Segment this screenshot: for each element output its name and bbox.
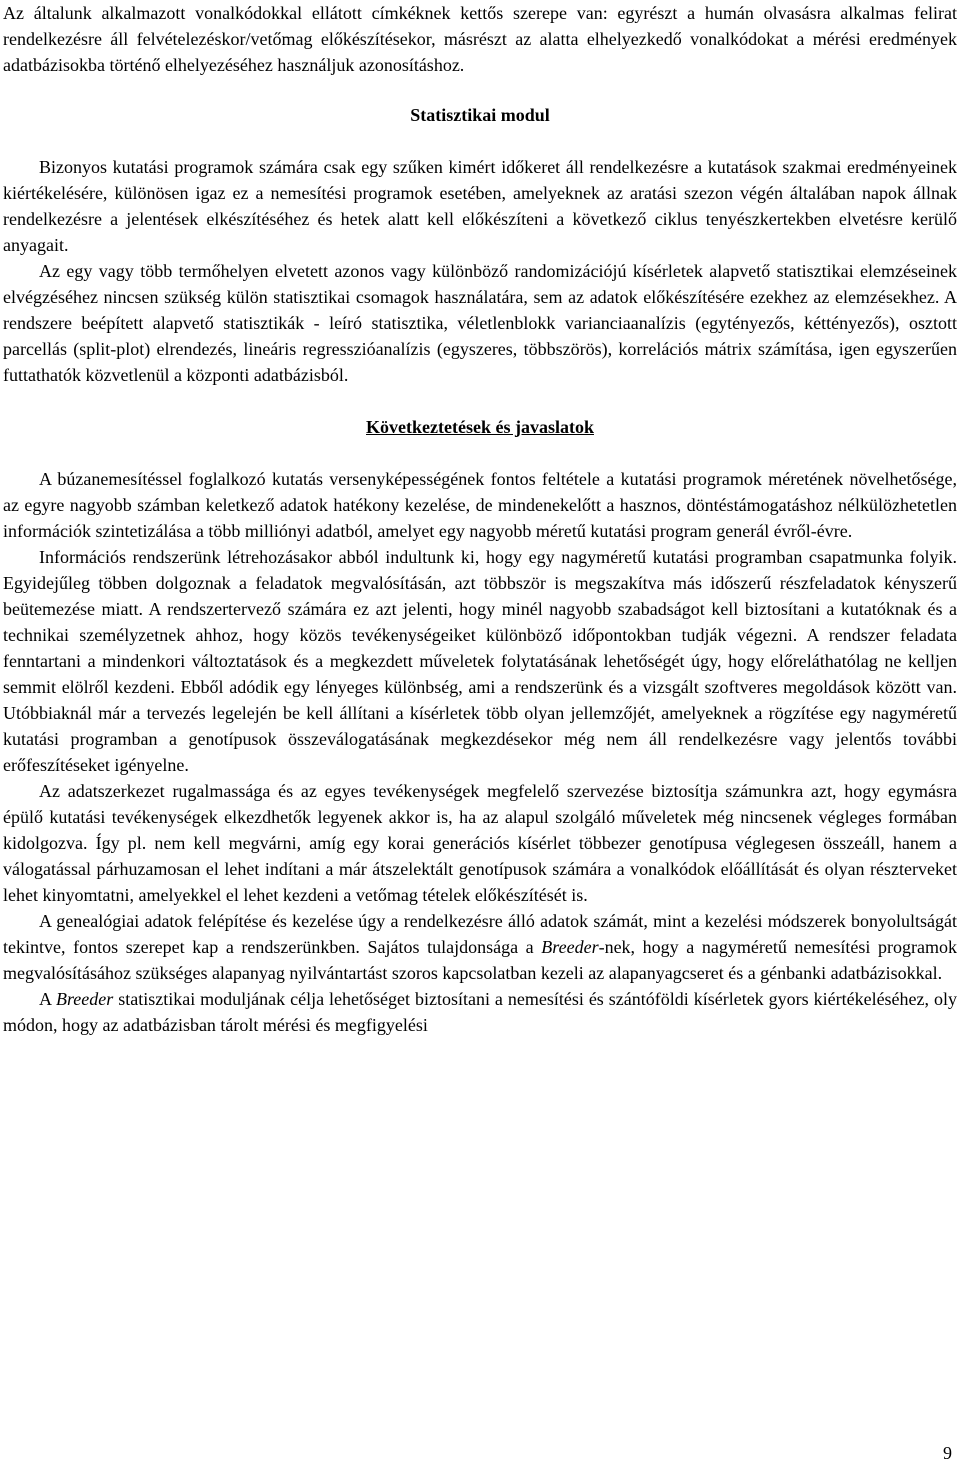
intro-paragraph: Az általunk alkalmazott vonalkódokkal ellátott címkéknek kettős szerepe van: egyrészt a humán olvasásra alkalmas felirat rendelkezésre áll felvételezéskor/vetőmag előkészítésekor, másrészt az alatta elhelyezkedő vonalkódokat a mérési eredmények adatbázisokba történő elhelyezéséhez használjuk azonosításhoz. [3, 3, 957, 75]
software-name-breeder: Breeder [55, 989, 114, 1009]
section-heading-conclusions: Következtetések és javaslatok [366, 417, 594, 437]
page-number: 9 [943, 1443, 952, 1463]
section-heading-statistics: Statisztikai modul [410, 105, 550, 125]
software-name-breeder: Breeder [541, 937, 599, 957]
conclusions-paragraph-1: A búzanemesítéssel foglalkozó kutatás versenyképességének fontos feltétele a kutatási programok méretének növelhetősége, az egyre nagyobb számban keletkező adatok hatékony kezelése, de mindenekelőtt a hasznos, döntéstámogatáshoz nélkülözhetetlen információk szintetizálása a több milliónyi adatból, amelyet egy nagyobb méretű kutatási program generál évről-évre. [3, 469, 957, 541]
paragraph-4-text-start: A genealógiai adatok felépítése és kezelése úgy a rendelkezésre álló adatok számát, mint a kezelési módszerek bonyolultságát tekintve, fontos szerepet kap a rendszerünkben. Sajátos tulajdonsága a [3, 911, 957, 957]
statistics-paragraph-2: Az egy vagy több termőhelyen elvetett azonos vagy különböző randomizációjú kísérletek alapvető statisztikai elemzéseinek elvégzéséhez nincsen szükség külön statisztikai csomagok használatára, sem az adatok előkészítésére ezekhez az elemzésekhez. A rendszere beépített alapvető statisztikák - leíró statisztika, véletlenblokk varianciaanalízis (egytényezős, kéttényezős), osztott parcellás (split-plot) elrendezés, lineáris regresszióanalízis (egyszeres, többszörös), korrelációs mátrix számítása, igen egyszerűen futtathatók közvetlenül a központi adatbázisból. [3, 261, 957, 385]
conclusions-paragraph-3: Az adatszerkezet rugalmassága és az egyes tevékenységek megfelelő szervezése biztosítja számunkra azt, hogy egymásra épülő kutatási tevékenységek elkezdhetők legyenek akkor is, ha az alapul szolgáló műveletek még nincsenek végleges formában kidolgozva. Így pl. nem kell megvárni, amíg egy korai generációs kísérlet többezer genotípusa véglegesen összeáll, hanem a válogatással párhuzamosan el lehet indítani a már átszelektált genotípusok számára a vonalkódok előállítását és olyan részterveket lehet kinyomtatni, amelyekkel el lehet kezdeni a vetőmag tételek előkészítését is. [3, 781, 957, 905]
paragraph-5-text-end: statisztikai moduljának célja lehetőséget biztosítani a nemesítési és szántóföldi kísérletek gyors kiértékeléséhez, oly módon, hogy az adatbázisban tárolt mérési és megfigyelési [3, 989, 957, 1035]
statistics-paragraph-1: Bizonyos kutatási programok számára csak egy szűken kimért időkeret áll rendelkezésre a kutatások szakmai eredményeinek kiértékelésére, különösen igaz ez a nemesítési programok esetében, amelyeknek az aratási szezon végén általában napok állnak rendelkezésre a jelentések elkészítéséhez és hetek alatt kell előkészíteni a következő ciklus tenyészkertekben elvetésre kerülő anyagait. [3, 157, 957, 255]
conclusions-paragraph-4 [3, 908, 957, 986]
conclusions-paragraph-5 [3, 986, 957, 1038]
conclusions-paragraph-2: Információs rendszerünk létrehozásakor abból indultunk ki, hogy egy nagyméretű kutatási programban csapatmunka folyik. Egyidejűleg többen dolgoznak a feladatok megvalósításán, azt többször is megszakítva más időszerű részfeladatok kényszerű beütemezése miatt. A rendszertervező számára ez azt jelenti, hogy minél nagyobb szabadságot kell biztosítani a kutatóknak és a technikai személyzetnek ahhoz, hogy közös tevékenységeiket különböző időpontokban tudják végezni. A rendszer feladata fenntartani a mindenkori változtatások és a megkezdett műveletek folytatásának lehetőségét úgy, hogy előreláthatólag ne kelljen semmit elölről kezdeni. Ebből adódik egy lényeges különbség, ami a rendszerünk és a vizsgált szoftveres megoldások között van. Utóbbiaknál már a tervezés legelején be kell állítani a kísérletek több olyan jellemzőjét, amelyeknek a rögzítése egy nagyméretű kutatási programban a genotípusok összeválogatásának megkezdésekor még nem áll rendelkezésre vagy jelentős további erőfeszítéseket igényelne. [3, 547, 957, 775]
paragraph-5-text-start: A [39, 989, 56, 1009]
paragraph-4-text-end: -nek, hogy a nagyméretű nemesítési programok megvalósításához szükséges alapanyag nyilvántartást szoros kapcsolatban kezeli az alapanyagcseret és a génbanki adatbázisokkal. [3, 937, 957, 983]
